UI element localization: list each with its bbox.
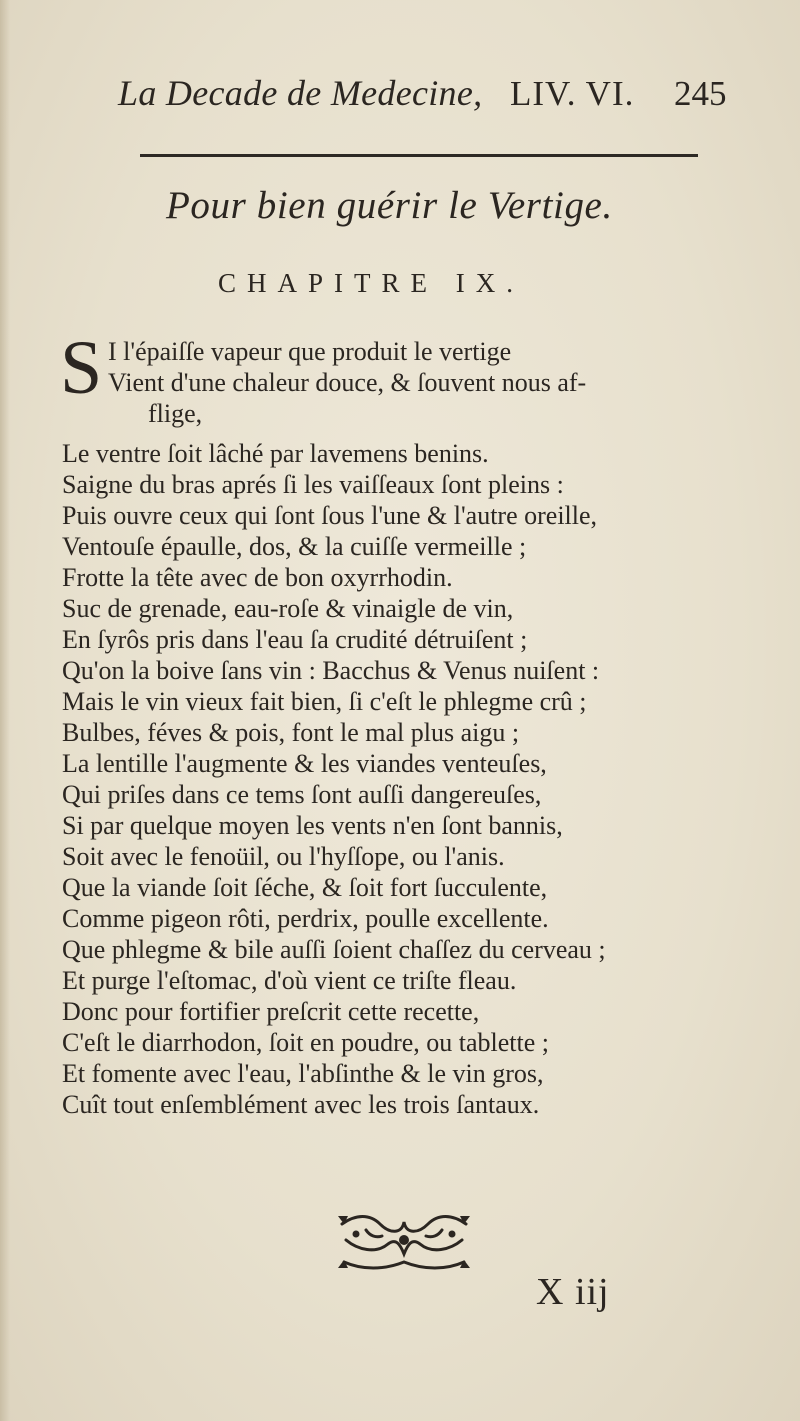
verse-line: En ſyrôs pris dans l'eau ſa crudité détruiſent ; <box>62 625 528 654</box>
verse-line: C'eſt le diarrhodon, ſoit en poudre, ou tablette ; <box>62 1028 550 1057</box>
header-rule <box>140 154 698 157</box>
verse-line: Qui priſes dans ce tems ſont auſſi dangereuſes, <box>62 780 542 809</box>
verse-line: Vient d'une chaleur douce, & ſouvent nous af- <box>108 368 587 397</box>
verse-line: Frotte la tête avec de bon oxyrrhodin. <box>62 563 453 592</box>
page-edge-shadow <box>0 0 10 1421</box>
verse-line: Soit avec le fenoüil, ou l'hyſſope, ou l'anis. <box>62 842 505 871</box>
verse-line: I l'épaiſſe vapeur que produit le vertige <box>108 337 512 366</box>
verse-line: Ventouſe épaulle, dos, & la cuiſſe vermeille ; <box>62 532 527 561</box>
running-head <box>118 68 758 128</box>
verse-line: Cuît tout enſemblément avec les trois ſantaux. <box>62 1090 540 1119</box>
verse-line: Que la viande ſoit ſéche, & ſoit fort ſucculente, <box>62 873 548 902</box>
verse-line: Et purge l'eſtomac, d'où vient ce triſte fleau. <box>62 966 517 995</box>
verse-line: Bulbes, féves & pois, font le mal plus aigu ; <box>62 718 520 747</box>
verse-line: Mais le vin vieux fait bien, ſi c'eſt le phlegme crû ; <box>62 687 587 716</box>
signature-mark: X iij <box>536 1271 610 1313</box>
verse-line: Le ventre ſoit lâché par lavemens benins. <box>62 439 489 468</box>
section-heading: Pour bien guérir le Vertige. <box>166 184 613 227</box>
floral-ornament-icon <box>336 1210 472 1274</box>
verse-line: Comme pigeon rôti, perdrix, poulle excellente. <box>62 904 549 933</box>
verse-line: Saigne du bras aprés ſi les vaiſſeaux ſont pleins : <box>62 470 564 499</box>
verse-line: flige, <box>148 399 203 428</box>
verse-line: Que phlegme & bile auſſi ſoient chaſſez du cerveau ; <box>62 935 606 964</box>
chapter-title: CHAPITRE IX. <box>218 268 524 298</box>
verse-line: Puis ouvre ceux qui ſont ſous l'une & l'autre oreille, <box>62 501 598 530</box>
verse-line: Et fomente avec l'eau, l'abſinthe & le vin gros, <box>62 1059 544 1088</box>
verse-line: La lentille l'augmente & les viandes venteuſes, <box>62 749 547 778</box>
running-head-title: La Decade de Medecine, <box>118 73 483 113</box>
verse-line: Suc de grenade, eau-roſe & vinaigle de vin, <box>62 594 514 623</box>
verse-line: Qu'on la boive ſans vin : Bacchus & Venus nuiſent : <box>62 656 600 685</box>
verse-line: Donc pour fortifier preſcrit cette recette, <box>62 997 480 1026</box>
verse-line: Si par quelque moyen les vents n'en ſont bannis, <box>62 811 563 840</box>
running-head-livre: LIV. VI. <box>510 74 635 113</box>
page-number: 245 <box>674 74 727 113</box>
drop-cap: S <box>60 326 103 410</box>
